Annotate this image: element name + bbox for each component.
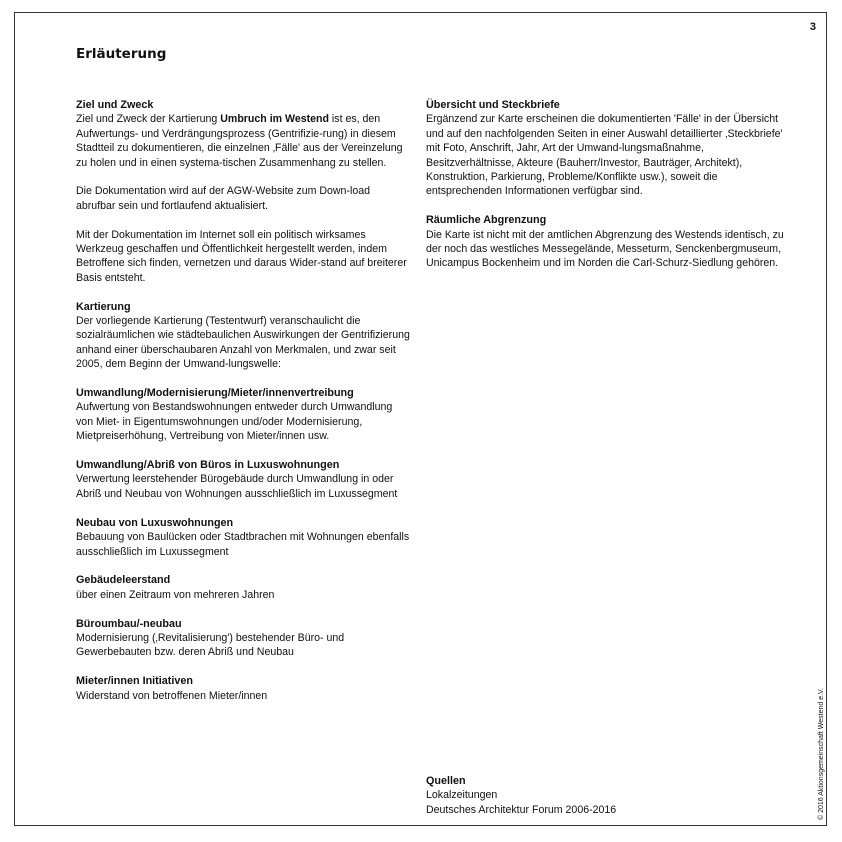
section-text: Bebauung von Baulücken oder Stadtbrachen mit Wohnungen ebenfalls ausschließlich im Luxussegment: [76, 531, 410, 558]
section-heading: Übersicht und Steckbriefe: [426, 99, 560, 111]
right-column: [426, 98, 790, 271]
section-heading: Umwandlung/Abriß von Büros in Luxuswohnungen: [76, 459, 340, 472]
section-neubau: [76, 516, 411, 559]
section-heading: Büroumbau/-neubau: [76, 617, 182, 630]
section-heading: Ziel und Zweck: [76, 99, 154, 111]
page-title: Erläuterung: [76, 46, 167, 62]
section-text: Widerstand von betroffenen Mieter/innen: [76, 689, 268, 702]
section-uebersicht: [426, 98, 790, 199]
section-text: Mit der Dokumentation im Internet soll ein politisch wirksames Werkzeug geschaffen und Öffentlichkeit hergestellt werden, indem Betroffene sich finden, vernetzen und daraus Wider-stand auf breiterer Basis entsteht.: [76, 228, 407, 284]
text-span: ist es, den Aufwertungs- und Verdrängungsprozess (Gentrifizie-rung) in diesem Stadtteil zu dokumentieren, die einzelnen ‚Fälle' aus der Vereinzelung zu holen und in einen systema-tischen Zusammenhang zu stellen.: [76, 113, 403, 169]
copyright-notice: © 2016 Aktionsgemeinschaft Westend e.V.: [818, 687, 825, 820]
section-text: über einen Zeitraum von mehreren Jahren: [76, 588, 275, 601]
section-text: Ergänzend zur Karte erscheinen die dokumentierten 'Fälle' in der Übersicht und auf den nachfolgenden Seiten in einer Auswahl detaillierter ‚Steckbriefe' mit Foto, Anschrift, Jahr, Art der Umwand-lungsmaßnahme, Besitzverhältnisse, Akteure (Bauherr/Investor, Bauträger, Architekt), Konstruktion, Parkierung, Probleme/Konflikte usw.), soweit die entsprechenden Informationen verfügbar sind.: [426, 113, 783, 198]
section-text: [76, 112, 411, 170]
sources-heading: Quellen: [426, 775, 466, 787]
sources-section: [426, 774, 726, 817]
section-heading: Räumliche Abgrenzung: [426, 214, 547, 227]
section-abgrenzung: [426, 213, 790, 271]
text-span: Ziel und Zweck der Kartierung: [76, 113, 221, 126]
section-text: Die Dokumentation wird auf der AGW-Website zum Down-load abrufbar sein und fortlaufend aktualisiert.: [76, 185, 371, 212]
section-heading: Gebäudeleerstand: [76, 574, 171, 587]
section-abriss: [76, 458, 411, 501]
section-heading: Umwandlung/Modernisierung/Mieter/innenvertreibung: [76, 387, 354, 400]
section-umwandlung: [76, 386, 411, 444]
section-bueroumbau: [76, 617, 411, 660]
section-leerstand: [76, 573, 411, 602]
source-item: Lokalzeitungen: [426, 789, 498, 802]
source-item: Deutsches Architektur Forum 2006-2016: [426, 803, 617, 816]
section-heading: Neubau von Luxuswohnungen: [76, 516, 234, 529]
page-number: 3: [809, 21, 816, 33]
project-name: Umbruch im Westend: [220, 113, 329, 126]
section-text: Aufwertung von Bestandswohnungen entweder durch Umwandlung von Miet- in Eigentumswohnungen und/oder Modernisierung, Mietpreiserhöhung, Vertreibung von Mieter/innen usw.: [76, 401, 393, 443]
left-column: [76, 98, 411, 703]
section-kartierung: [76, 300, 411, 372]
section-heading: Mieter/innen Initiativen: [76, 675, 193, 688]
section-text: Verwertung leerstehender Bürogebäude durch Umwandlung in oder Abriß und Neubau von Wohnungen ausschließlich im Luxussegment: [76, 473, 398, 500]
section-text: Der vorliegende Kartierung (Testentwurf) veranschaulicht die sozialräumlichen wie städtebaulichen Auswirkungen der Gentrifizierung anhand einer überschaubaren Anzahl von Merkmalen, und zwar seit 2005, dem Beginn der Umwand-lungswelle:: [76, 315, 410, 371]
section-text: Die Karte ist nicht mit der amtlichen Abgrenzung des Westends identisch, zu der noch das westliches Messegelände, Messeturm, Senckenbergmuseum, Unicampus Bockenheim und im Norden die Carl-Schurz-Siedlung gehören.: [426, 228, 784, 270]
section-text: Modernisierung (‚Revitalisierung') bestehender Büro- und Gewerbebauten bzw. deren Abriß und Neubau: [76, 631, 345, 659]
section-heading: Kartierung: [76, 300, 131, 313]
section-initiativen: [76, 674, 411, 703]
section-ziel: [76, 98, 411, 285]
